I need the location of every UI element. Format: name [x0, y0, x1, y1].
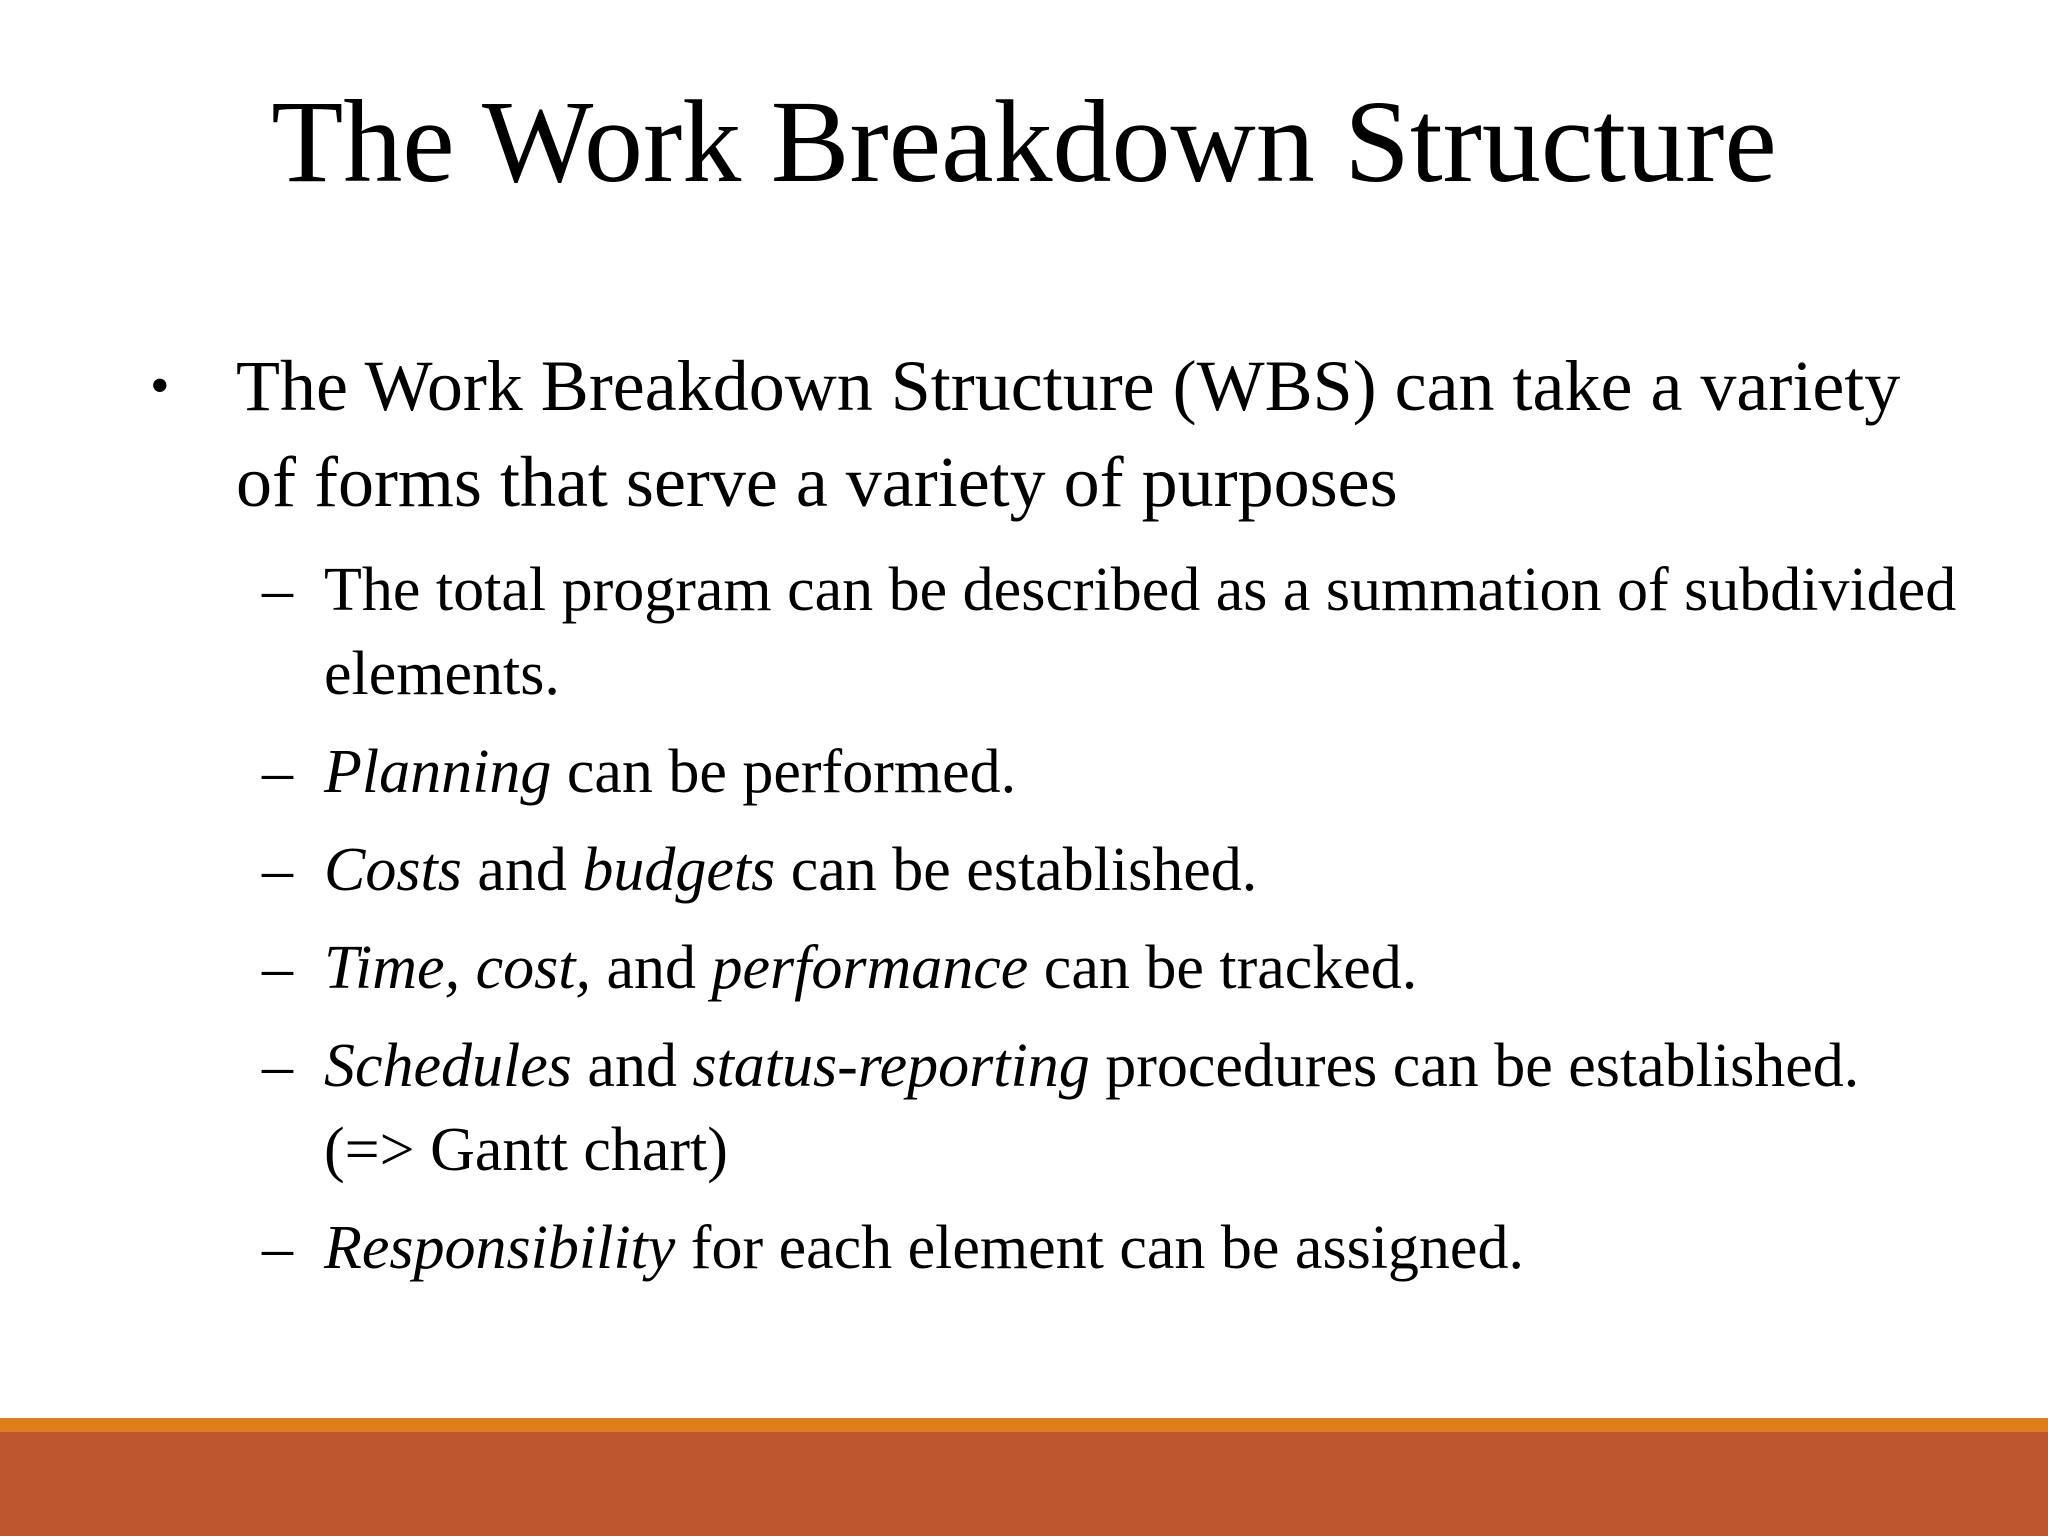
- sub-bullet-text: and: [461, 836, 583, 904]
- sub-bullet-dash: –: [262, 836, 293, 904]
- sub-bullet-text: for each element can be assigned.: [675, 1214, 1524, 1282]
- sub-bullet-item: [262, 730, 1962, 814]
- sub-bullet-text: procedures can be established. (=> Gantt chart): [324, 1032, 1860, 1184]
- emphasized-term: performance: [711, 934, 1029, 1002]
- emphasized-term: Costs: [324, 836, 462, 904]
- sub-bullet-text: The total program can be described as a summation of subdivided elements.: [324, 556, 1957, 708]
- sub-bullet-item: [262, 1024, 1962, 1192]
- slide-title: The Work Breakdown Structure: [271, 76, 1777, 207]
- sub-bullet-text: can be established.: [775, 836, 1258, 904]
- emphasized-term: Schedules: [324, 1032, 572, 1100]
- sub-bullet-item: [262, 828, 1962, 912]
- sub-bullet-text: and: [571, 1032, 693, 1100]
- footer-accent-line: [0, 1418, 2048, 1432]
- sub-bullet-text: can be performed.: [551, 738, 1017, 806]
- emphasized-term: Time, cost,: [324, 934, 591, 1002]
- sub-bullet-list: [262, 548, 1962, 1304]
- emphasized-term: status-reporting: [692, 1032, 1090, 1100]
- main-bullet: [150, 338, 1940, 530]
- emphasized-term: Planning: [324, 738, 552, 806]
- main-bullet-text: The Work Breakdown Structure (WBS) can take a variety of forms that serve a variety of purposes: [236, 346, 1901, 522]
- emphasized-term: budgets: [582, 836, 776, 904]
- sub-bullet-dash: –: [262, 934, 293, 1002]
- sub-bullet-item: [262, 548, 1962, 716]
- sub-bullet-text: can be tracked.: [1028, 934, 1418, 1002]
- sub-bullet-text: and: [590, 934, 712, 1002]
- emphasized-term: Responsibility: [324, 1214, 676, 1282]
- footer-band: [0, 1432, 2048, 1536]
- sub-bullet-dash: –: [262, 1214, 293, 1282]
- sub-bullet-dash: –: [262, 1032, 293, 1100]
- sub-bullet-item: [262, 926, 1962, 1010]
- bullet-dot: •: [150, 355, 170, 417]
- sub-bullet-dash: –: [262, 556, 293, 624]
- sub-bullet-dash: –: [262, 738, 293, 806]
- sub-bullet-item: [262, 1206, 1962, 1290]
